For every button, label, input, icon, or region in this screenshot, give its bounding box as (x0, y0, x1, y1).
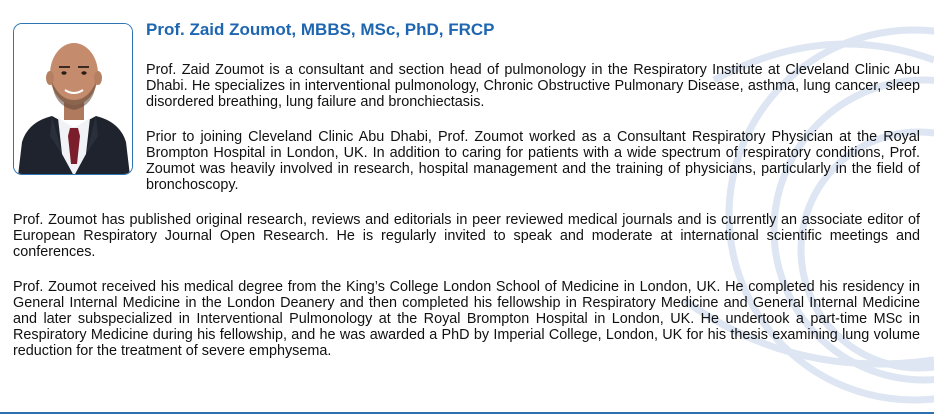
bio-paragraph: Prof. Zoumot received his medical degree from the King’s College London School of Medicine in London, UK. He completed his residency in General Internal Medicine in the London Deanery and then completed his fellowship in Respiratory Medicine and General Internal Medicine and later subspecialized in Interventional Pulmonology at the Royal Brompton Hospital in London, UK. He undertook a part-time MSc in Respiratory Medicine during his fellowship, and he was awarded a PhD by Imperial College, London, UK for his thesis examining lung volume reduction for the treatment of severe emphysema. (13, 279, 920, 359)
bio-paragraph: Prof. Zaid Zoumot is a consultant and section head of pulmonology in the Respiratory Institute at Cleveland Clinic Abu Dhabi. He specializes in interventional pulmonology, Chronic Obstructive Pulmonary Disease, asthma, lung cancer, sleep disordered breathing, lung failure and bronchiectasis. (146, 62, 920, 110)
photo-spacer (13, 62, 146, 186)
page-title: Prof. Zaid Zoumot, MBBS, MSc, PhD, FRCP (146, 20, 495, 39)
bio-paragraph: Prior to joining Cleveland Clinic Abu Dhabi, Prof. Zoumot worked as a Consultant Respiratory Physician at the Royal Brompton Hospital in London, UK. In addition to caring for patients with a wide spectrum of respiratory conditions, Prof. Zoumot was heavily involved in research, hospital management and the training of physicians, particularly in the field of bronchoscopy. (146, 129, 920, 193)
biography-text (13, 62, 920, 378)
bottom-divider (0, 412, 934, 414)
bio-paragraph: Prof. Zoumot has published original research, reviews and editorials in peer reviewed medical journals and is currently an associate editor of European Respiratory Journal Open Research. He is regularly invited to speak and moderate at international scientific meetings and conferences. (13, 212, 920, 260)
